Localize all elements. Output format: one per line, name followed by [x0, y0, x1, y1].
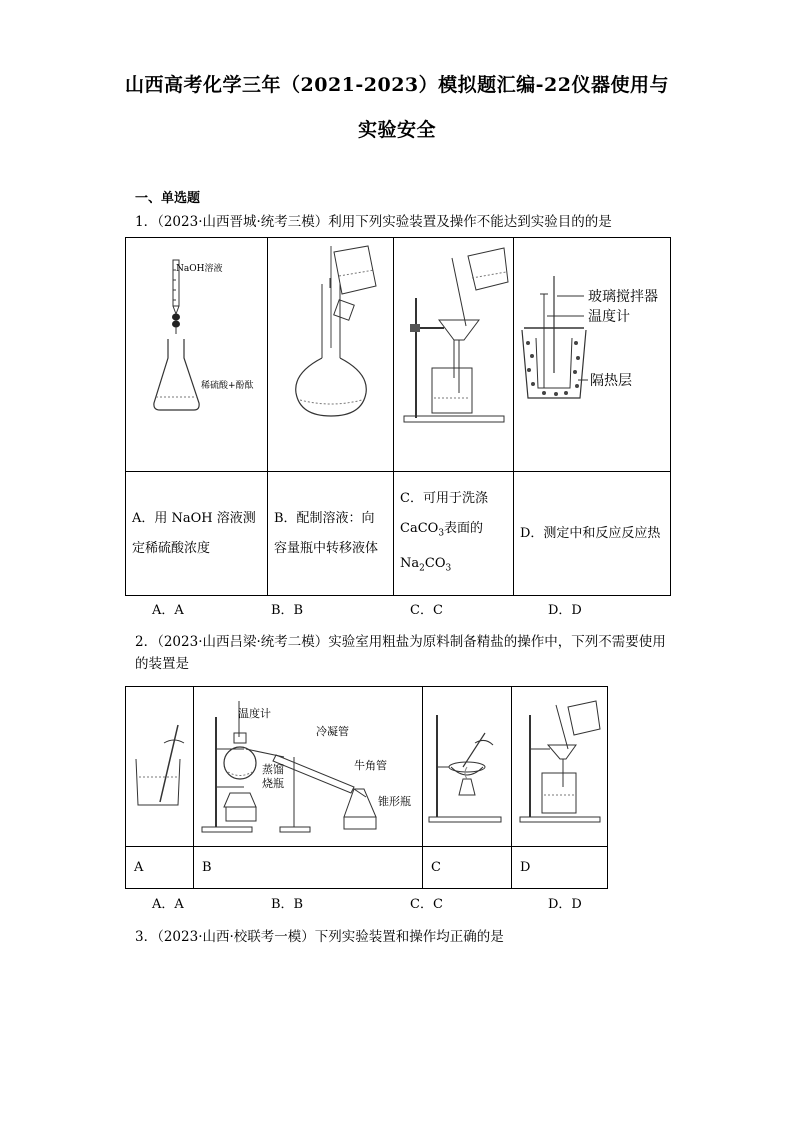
q2-label-a: A	[126, 847, 194, 889]
q1-option-a[interactable]: A．A	[152, 603, 184, 618]
q1-caption-a: A．用 NaOH 溶液测定稀硫酸浓度	[126, 472, 268, 596]
q1d-stirrer-label: 玻璃搅拌器	[588, 289, 658, 305]
q2b-adapter-label: 牛角管	[354, 759, 387, 772]
q2b-flask-label-2: 烧瓶	[262, 777, 284, 790]
distillation-apparatus-icon	[194, 687, 422, 842]
q2-option-d[interactable]: D．D	[548, 897, 582, 912]
q2-label-b: B	[194, 847, 423, 889]
q2-figure-a	[126, 687, 194, 847]
q1-option-d[interactable]: D．D	[548, 603, 582, 618]
doc-title-line1: 山西高考化学三年（2021-2023）模拟题汇编-22仪器使用与	[125, 74, 669, 96]
q1-option-c[interactable]: C．C	[410, 603, 443, 618]
q2-figure-d	[512, 687, 608, 847]
q1-caption-c-na2co3: $Na_2CO_3$	[400, 555, 452, 574]
q1-figure-d	[514, 238, 671, 472]
q2b-flask-label-1: 蒸馏	[262, 763, 284, 776]
q2-option-b[interactable]: B．B	[271, 897, 304, 912]
q2-option-c[interactable]: C．C	[410, 897, 443, 912]
question-2-stem: 2．（2023·山西吕梁·统考二模）实验室用粗盐为原料制备精盐的操作中，下列不需要使用的装置是	[135, 634, 666, 672]
evaporation-apparatus-icon	[423, 687, 511, 842]
doc-title-line2: 实验安全	[357, 119, 436, 141]
q1a-acid-label: 稀硫酸+酚酞	[201, 381, 254, 391]
q1-caption-b: B．配制溶液：向容量瓶中转移液体	[268, 472, 394, 596]
q2-figure-b	[194, 687, 423, 847]
section-heading: 一、单选题	[135, 191, 201, 206]
q2-label-d: D	[512, 847, 608, 889]
q1-figure-c	[394, 238, 514, 472]
question-1-stem: 1．（2023·山西晋城·统考三模）利用下列实验装置及操作不能达到实验目的的是	[135, 214, 612, 230]
q1-caption-c-pre: C．可用于洗涤	[400, 490, 488, 506]
q1-caption-c	[394, 472, 514, 596]
q1-caption-c-caco3: CaCO$_3$表面的	[400, 520, 484, 539]
filtration-apparatus-icon	[394, 238, 513, 467]
question-1-table	[125, 237, 671, 596]
stirring-beaker-icon	[126, 687, 193, 842]
q1d-thermometer-label: 温度计	[588, 309, 630, 325]
titration-apparatus-icon	[126, 238, 267, 467]
question-2-table	[125, 686, 608, 889]
q2b-condenser-label: 冷凝管	[316, 725, 349, 738]
calorimeter-icon	[514, 238, 670, 467]
q2-option-a[interactable]: A．A	[152, 897, 184, 912]
q1a-naoh-label: NaOH溶液	[176, 264, 223, 274]
q2b-thermometer-label: 温度计	[238, 707, 271, 720]
q1-caption-d: D．测定中和反应反应热	[514, 472, 671, 596]
q2-label-c: C	[423, 847, 512, 889]
q2-figure-c	[423, 687, 512, 847]
q2b-receiver-label: 锥形瓶	[378, 795, 411, 808]
question-3-stem: 3．（2023·山西·校联考一模）下列实验装置和操作均正确的是	[135, 929, 504, 945]
filtration-apparatus-icon	[512, 687, 607, 842]
q1d-insulation-label: 隔热层	[590, 373, 632, 389]
q1-figure-b	[268, 238, 394, 472]
q1-option-b[interactable]: B．B	[271, 603, 304, 618]
volumetric-flask-icon	[268, 238, 393, 467]
q1-figure-a	[126, 238, 268, 472]
